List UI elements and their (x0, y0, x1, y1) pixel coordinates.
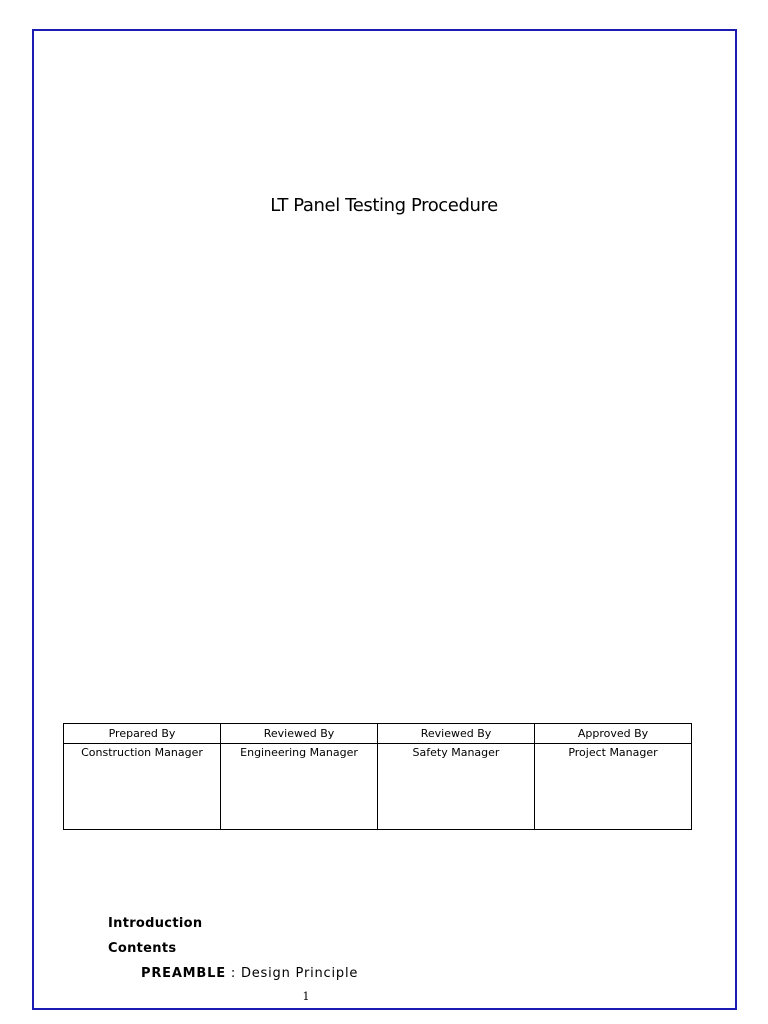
header-reviewed-by-2: Reviewed By (378, 724, 535, 744)
preamble-text: Design Principle (240, 966, 359, 981)
page-border (32, 29, 737, 1010)
preamble-label: PREAMBLE (141, 966, 226, 981)
toc-contents: Contents (108, 941, 177, 956)
table-of-contents (108, 914, 358, 989)
preamble-separator: : (225, 966, 241, 981)
role-project-manager: Project Manager (535, 744, 692, 830)
toc-preamble (108, 964, 358, 989)
signoff-role-row (64, 744, 692, 830)
role-engineering-manager: Engineering Manager (221, 744, 378, 830)
signoff-table (63, 723, 692, 830)
toc-introduction: Introduction (108, 916, 203, 931)
header-prepared-by: Prepared By (64, 724, 221, 744)
document-title: LT Panel Testing Procedure (270, 195, 498, 216)
page-number: 1 (302, 990, 310, 1003)
signoff-header-row (64, 724, 692, 744)
header-approved-by: Approved By (535, 724, 692, 744)
role-safety-manager: Safety Manager (378, 744, 535, 830)
role-construction-manager: Construction Manager (64, 744, 221, 830)
header-reviewed-by-1: Reviewed By (221, 724, 378, 744)
